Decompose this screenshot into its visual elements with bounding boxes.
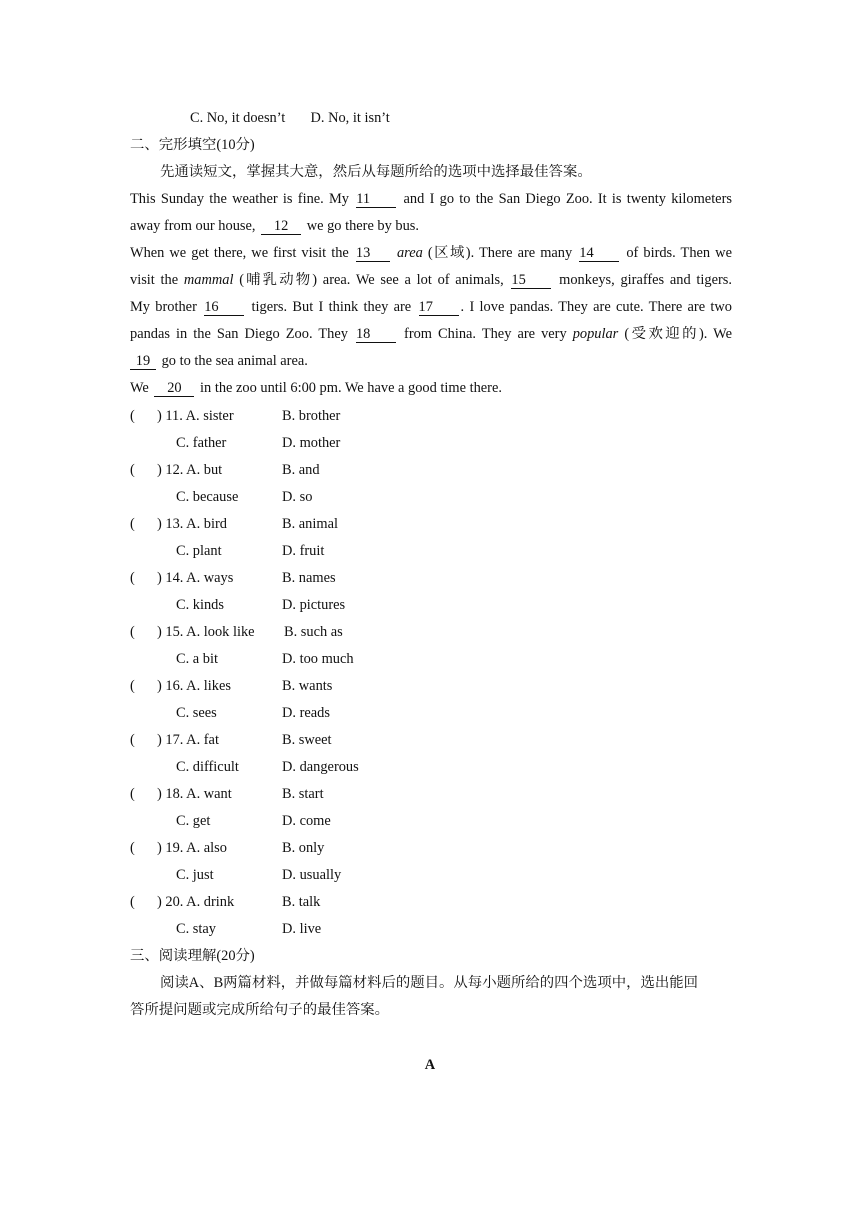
- question-option-d: D. live: [282, 921, 322, 937]
- option-d: D. No, it isn’t: [310, 110, 390, 126]
- question-option-b: B. sweet: [282, 732, 332, 748]
- blank-18: 18: [356, 326, 396, 343]
- section-a-label: A: [424, 1057, 436, 1073]
- blank-19: 19: [130, 353, 156, 370]
- question-option-d: D. too much: [282, 651, 354, 667]
- option-c: C. No, it doesn’t: [190, 110, 286, 126]
- question-option-d: D. pictures: [282, 597, 346, 613]
- passage-line-3: When we get there, we first visit the 13 area (区域). There are many 14 of birds. Then we: [130, 245, 732, 261]
- question-option-d: D. fruit: [282, 543, 325, 559]
- answer-paren: (: [130, 570, 135, 586]
- question-option-b: B. and: [282, 462, 320, 478]
- question-option-c: C. get: [176, 813, 211, 829]
- question-option-b: B. such as: [284, 624, 343, 640]
- question-option-a: ) 18. A. want: [157, 786, 232, 802]
- question-option-a: ) 13. A. bird: [157, 516, 227, 532]
- question-option-c: C. a bit: [176, 651, 218, 667]
- question-option-a: ) 11. A. sister: [157, 408, 234, 424]
- blank-20: 20: [154, 380, 194, 397]
- question-option-c: C. difficult: [176, 759, 239, 775]
- question-option-c: C. stay: [176, 921, 216, 937]
- question-option-d: D. so: [282, 489, 313, 505]
- answer-paren: (: [130, 732, 135, 748]
- passage-line-5: My brother 16 tigers. But I think they are 17 . I love pandas. They are cute. There are two: [130, 299, 732, 315]
- question-option-b: B. talk: [282, 894, 321, 910]
- passage-line-2: away from our house, 12 we go there by bus.: [130, 218, 420, 234]
- question-option-a: ) 20. A. drink: [157, 894, 235, 910]
- blank-13: 13: [356, 245, 390, 262]
- question-option-c: C. plant: [176, 543, 222, 559]
- answer-paren: (: [130, 894, 135, 910]
- blank-14: 14: [579, 245, 619, 262]
- passage-line-8: We 20 in the zoo until 6:00 pm. We have a good time there.: [130, 380, 502, 396]
- question-option-a: ) 14. A. ways: [157, 570, 234, 586]
- question-option-a: ) 17. A. fat: [157, 732, 219, 748]
- blank-16: 16: [204, 299, 244, 316]
- passage-line-1: This Sunday the weather is fine. My 11 and I go to the San Diego Zoo. It is twenty kilometers: [130, 191, 732, 207]
- question-option-c: C. because: [176, 489, 239, 505]
- prev-question-options: [190, 108, 792, 128]
- blank-12: 12: [261, 218, 301, 235]
- reading-instruction-line-2: 答所提问题或完成所给句子的最佳答案。: [130, 1002, 390, 1018]
- question-option-b: B. wants: [282, 678, 333, 694]
- question-option-c: C. sees: [176, 705, 217, 721]
- question-option-a: ) 15. A. look like: [157, 624, 255, 640]
- question-option-c: C. just: [176, 867, 214, 883]
- answer-paren: (: [130, 840, 135, 856]
- cloze-heading: 二、完形填空(10分): [130, 137, 255, 153]
- answer-paren: (: [130, 678, 135, 694]
- passage-line-7: 19 go to the sea animal area.: [130, 351, 732, 371]
- passage-line-6: pandas in the San Diego Zoo. They 18 from China. They are very popular (受欢迎的). We: [130, 326, 732, 342]
- answer-paren: (: [130, 408, 135, 424]
- question-option-d: D. reads: [282, 705, 330, 721]
- question-option-a: ) 19. A. also: [157, 840, 227, 856]
- cloze-instruction: 先通读短文，掌握其大意，然后从每题所给的选项中选择最佳答案。: [160, 164, 592, 180]
- answer-paren: (: [130, 462, 135, 478]
- answer-paren: (: [130, 624, 135, 640]
- question-option-d: D. come: [282, 813, 331, 829]
- blank-11: 11: [356, 191, 396, 208]
- answer-paren: (: [130, 786, 135, 802]
- question-option-b: B. only: [282, 840, 325, 856]
- reading-instruction-line-1: 阅读A、B两篇材料，并做每篇材料后的题目。从每小题所给的四个选项中，选出能回: [160, 975, 699, 991]
- reading-heading: 三、阅读理解(20分): [130, 948, 255, 964]
- question-option-a: ) 16. A. likes: [157, 678, 231, 694]
- question-option-d: D. mother: [282, 435, 341, 451]
- question-option-a: ) 12. A. but: [157, 462, 223, 478]
- question-option-b: B. names: [282, 570, 336, 586]
- question-option-c: C. kinds: [176, 597, 224, 613]
- question-option-c: C. father: [176, 435, 227, 451]
- question-option-b: B. animal: [282, 516, 338, 532]
- question-option-d: D. dangerous: [282, 759, 359, 775]
- blank-15: 15: [511, 272, 551, 289]
- question-option-b: B. start: [282, 786, 324, 802]
- question-option-b: B. brother: [282, 408, 341, 424]
- question-option-d: D. usually: [282, 867, 342, 883]
- answer-paren: (: [130, 516, 135, 532]
- blank-17: 17: [419, 299, 459, 316]
- passage-line-4: visit the mammal (哺乳动物) area. We see a lot of animals, 15 monkeys, giraffes and tigers.: [130, 272, 732, 288]
